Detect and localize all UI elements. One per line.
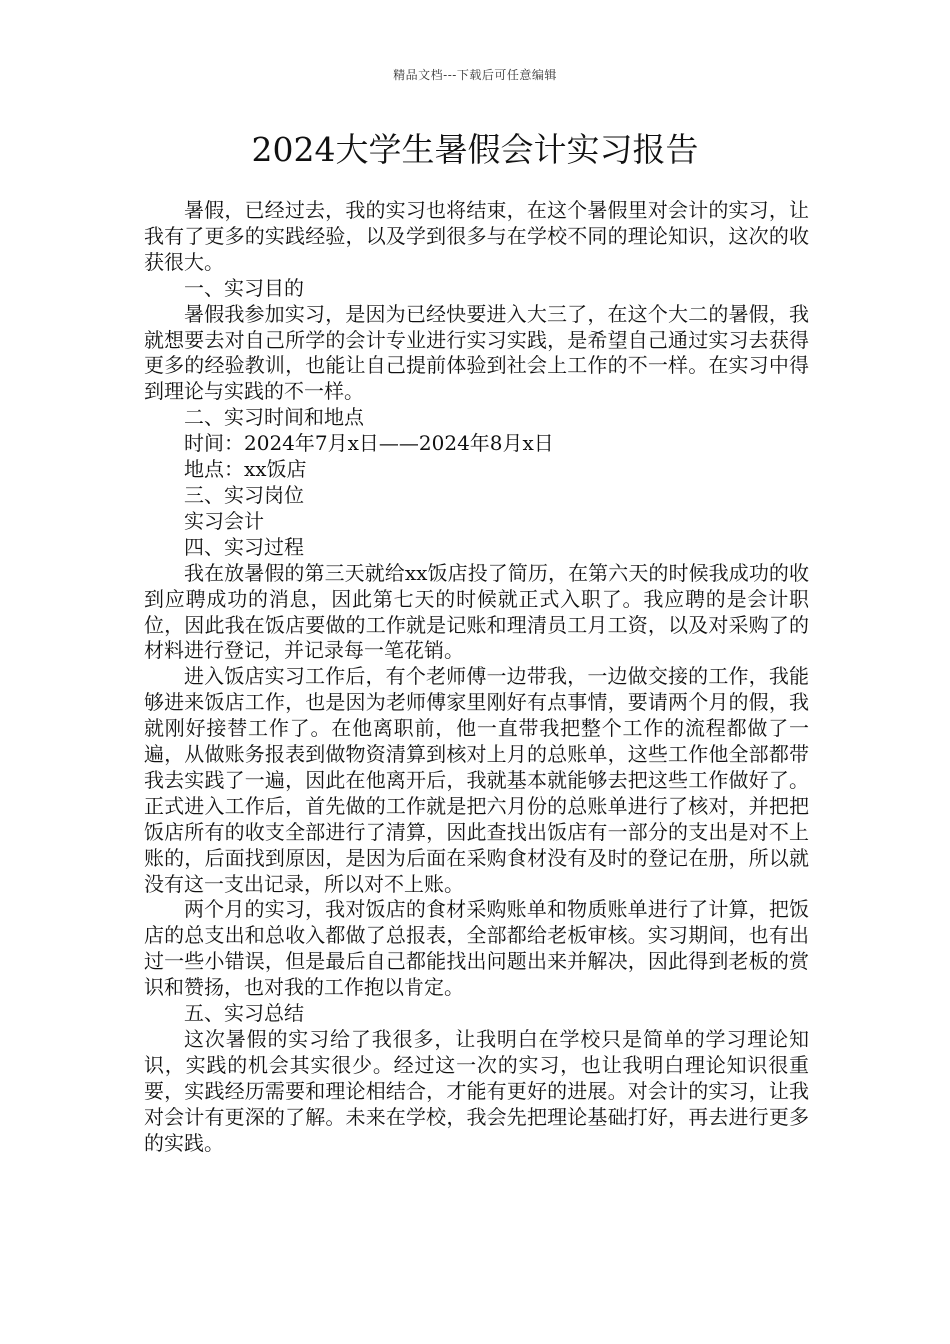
paragraph-process-2: 进入饭店实习工作后，有个老师傅一边带我，一边做交接的工作，我能够进来饭店工作，也是因为老师傅家里刚好有点事情，要请两个月的假，我就刚好接替工作了。在他离职前，他一直带我把整个工作的流程都做了一遍，从做账务报表到做物资清算到核对上月的总账单，这些工作他全部都带我去实践了一遍，因此在他离开后，我就基本就能够去把这些工作做好了。正式进入工作后，首先做的工作就是把六月份的总账单进行了核对，并把把饭店所有的收支全部进行了清算，因此查找出饭店有一部分的支出是对不上账的，后面找到原因，是因为后面在采购食材没有及时的登记在册，所以就没有这一支出记录，所以对不上账。 <box>144 664 809 896</box>
paragraph-time: 时间：2024年7月x日——2024年8月x日 <box>184 431 554 456</box>
section-heading-process: 四、实习过程 <box>184 534 304 559</box>
paragraph-process-1: 我在放暑假的第三天就给xx饭店投了简历，在第六天的时候我成功的收到应聘成功的消息，因此第七天的时候就正式入职了。我应聘的是会计职位，因此我在饭店要做的工作就是记账和理清员工月工资，以及对采购了的材料进行登记，并记录每一笔花销。 <box>144 560 809 663</box>
paragraph-place: 地点：xx饭店 <box>184 457 307 482</box>
paragraph-intro: 暑假，已经过去，我的实习也将结束，在这个暑假里对会计的实习，让我有了更多的实践经验，以及学到很多与在学校不同的理论知识，这次的收获很大。 <box>144 198 809 274</box>
paragraph-purpose: 暑假我参加实习，是因为已经快要进入大三了，在这个大二的暑假，我就想要去对自己所学的会计专业进行实习实践，是希望自己通过实习去获得更多的经验教训，也能让自己提前体验到社会上工作的不一样。在实习中得到理论与实践的不一样。 <box>144 301 809 404</box>
section-heading-purpose: 一、实习目的 <box>184 275 304 300</box>
section-heading-summary: 五、实习总结 <box>184 1001 304 1026</box>
section-heading-time-place: 二、实习时间和地点 <box>184 405 364 430</box>
section-heading-position: 三、实习岗位 <box>184 482 304 507</box>
paragraph-process-3: 两个月的实习，我对饭店的食材采购账单和物质账单进行了计算，把饭店的总支出和总收入都做了总报表，全部都给老板审核。实习期间，也有出过一些小错误，但是最后自己都能找出问题出来并解决，因此得到老板的赏识和赞扬，也对我的工作抱以肯定。 <box>144 897 809 1000</box>
paragraph-summary: 这次暑假的实习给了我很多，让我明白在学校只是简单的学习理论知识，实践的机会其实很少。经过这一次的实习，也让我明白理论知识很重要，实践经历需要和理论相结合，才能有更好的进展。对会计的实习，让我对会计有更深的了解。未来在学校，我会先把理论基础打好，再去进行更多的实践。 <box>144 1027 809 1155</box>
document-body <box>144 198 809 1157</box>
paragraph-position: 实习会计 <box>184 508 264 533</box>
page-title: 2024大学生暑假会计实习报告 <box>251 130 699 169</box>
header-note: 精品文档---下载后可任意编辑 <box>393 68 557 82</box>
